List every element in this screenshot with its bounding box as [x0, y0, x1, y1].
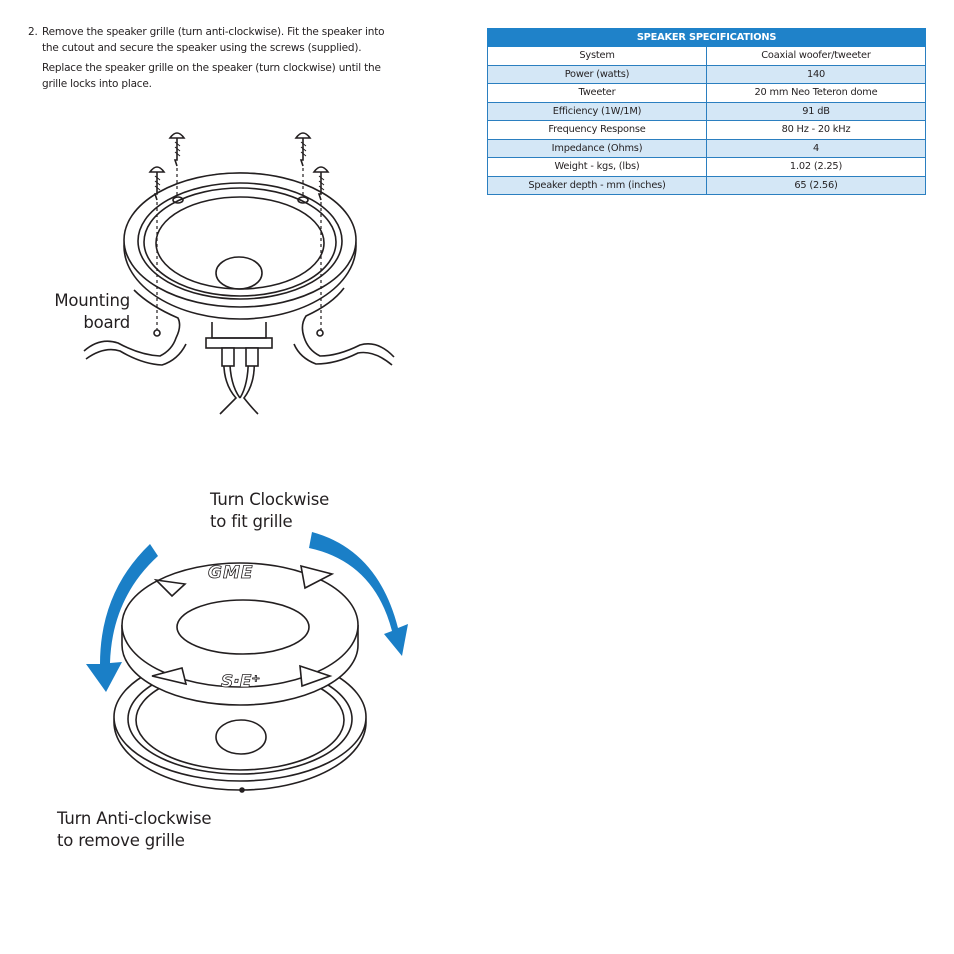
spec-label: Power (watts): [488, 65, 707, 84]
spec-label: Frequency Response: [488, 121, 707, 140]
spec-label: Efficiency (1W/1M): [488, 102, 707, 121]
spec-value: 1.02 (2.25): [707, 158, 926, 177]
spec-value: 20 mm Neo Teteron dome: [707, 84, 926, 103]
turn-anticlockwise-label: Turn Anti-clockwise to remove grille: [57, 809, 212, 850]
spec-value: Coaxial woofer/tweeter: [707, 47, 926, 66]
spec-label: Weight - kgs, (lbs): [488, 158, 707, 177]
gme-logo: GME: [208, 563, 254, 583]
spec-label: Speaker depth - mm (inches): [488, 176, 707, 195]
se-plus-logo: S·E⁺: [221, 672, 261, 692]
spec-value: 65 (2.56): [707, 176, 926, 195]
step-text: Remove the speaker grille (turn anti-clockwise). Fit the speaker into the cutout and secure the speaker using the screws (supplied).: [42, 26, 385, 54]
spec-value: 91 dB: [707, 102, 926, 121]
spec-value: 80 Hz - 20 kHz: [707, 121, 926, 140]
spec-label: Tweeter: [488, 84, 707, 103]
turn-clockwise-label: Turn Clockwise to fit grille: [210, 490, 330, 531]
spec-value: 4: [707, 139, 926, 158]
mounting-board-label: Mounting board: [54, 291, 130, 332]
spec-label: System: [488, 47, 707, 66]
spec-label: Impedance (Ohms): [488, 139, 707, 158]
spec-table-title: SPEAKER SPECIFICATIONS: [488, 29, 926, 47]
step-number: 2.: [28, 26, 38, 38]
spec-value: 140: [707, 65, 926, 84]
step-note: Replace the speaker grille on the speaker (turn clockwise) until the grille locks into place.: [42, 62, 381, 90]
